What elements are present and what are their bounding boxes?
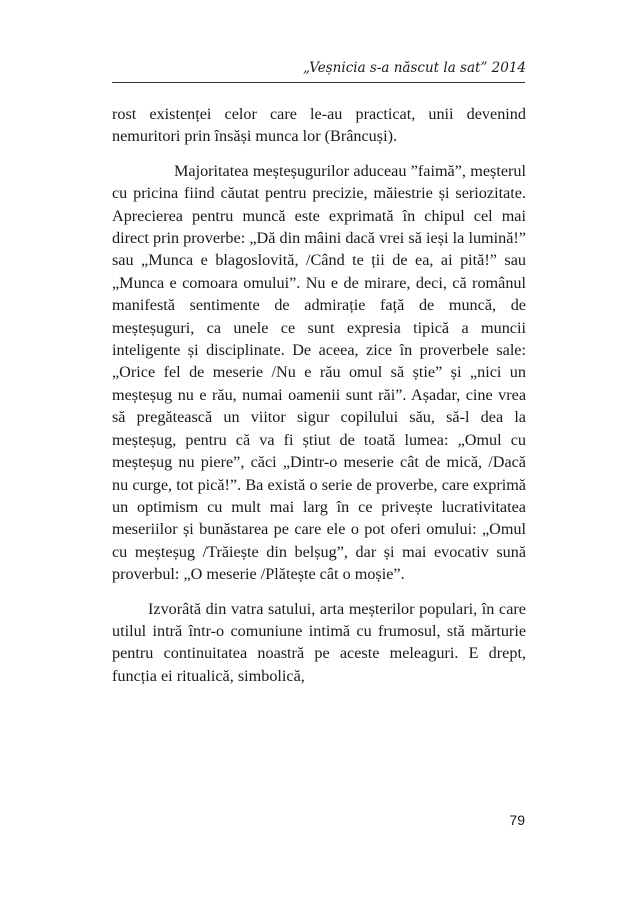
body-text	[112, 103, 526, 687]
paragraph-folk-art: Izvorâtă din vatra satului, arta meșterilor populari, în care utilul intră într-o comuniune intimă cu frumosul, stă mărturie pentru continuitatea noastră pe aceste meleaguri. E drept, funcția ei ritualică, simbolică,	[112, 599, 526, 685]
paragraph-craftsmanship-proverbs: Majoritatea meșteșugurilor aduceau ”faimă”, meșterul cu pricina fiind căutat pentru precizie, măiestrie și seriozitate. Aprecierea pentru muncă este exprimată în chipul cel mai direct prin proverbe: „Dă din mâini dacă vrei să ieși la lumină!” sau „Munca e blagoslovită, /Când te ții de ea, ai pită!” sau „Munca e comoara omului”. Nu e de mirare, deci, că românul manifestă sentimente de admirație față de muncă, de meșteșuguri, ca unele ce sunt expresia tipică a muncii inteligente și disciplinate. De aceea, zice în proverbele sale: „Orice fel de meserie /Nu e rău omul să știe” și „nici un meșteșug nu e rău, numai oamenii sunt răi”. Așadar, cine vrea să pregătească un viitor sigur copilului său, să-l dea la meșteșug, pentru că va fi știut de toată lumea: „Omul cu meșteșug nu piere”, căci „Dintr-o meserie cât de mică, /Dacă nu curge, tot pică!”. Ba există o serie de proverbe, care exprimă un optimism cu mult mai larg în ce privește lucrativitatea meseriilor și bunăstarea pe care ele o pot oferi omului: „Omul cu meșteșug /Trăiește din belșug”, dar și mai evocativ sună proverbul: „O meserie /Plătește cât o moșie”.	[112, 161, 526, 584]
running-header: „Veșnicia s-a născut la sat” 2014	[303, 60, 526, 76]
page-number: 79	[509, 812, 525, 828]
header-divider	[112, 82, 525, 83]
paragraph-continuation: rost existenței celor care le-au practicat, unii devenind nemuritori prin însăși munca lor (Brâncuși).	[112, 105, 526, 146]
